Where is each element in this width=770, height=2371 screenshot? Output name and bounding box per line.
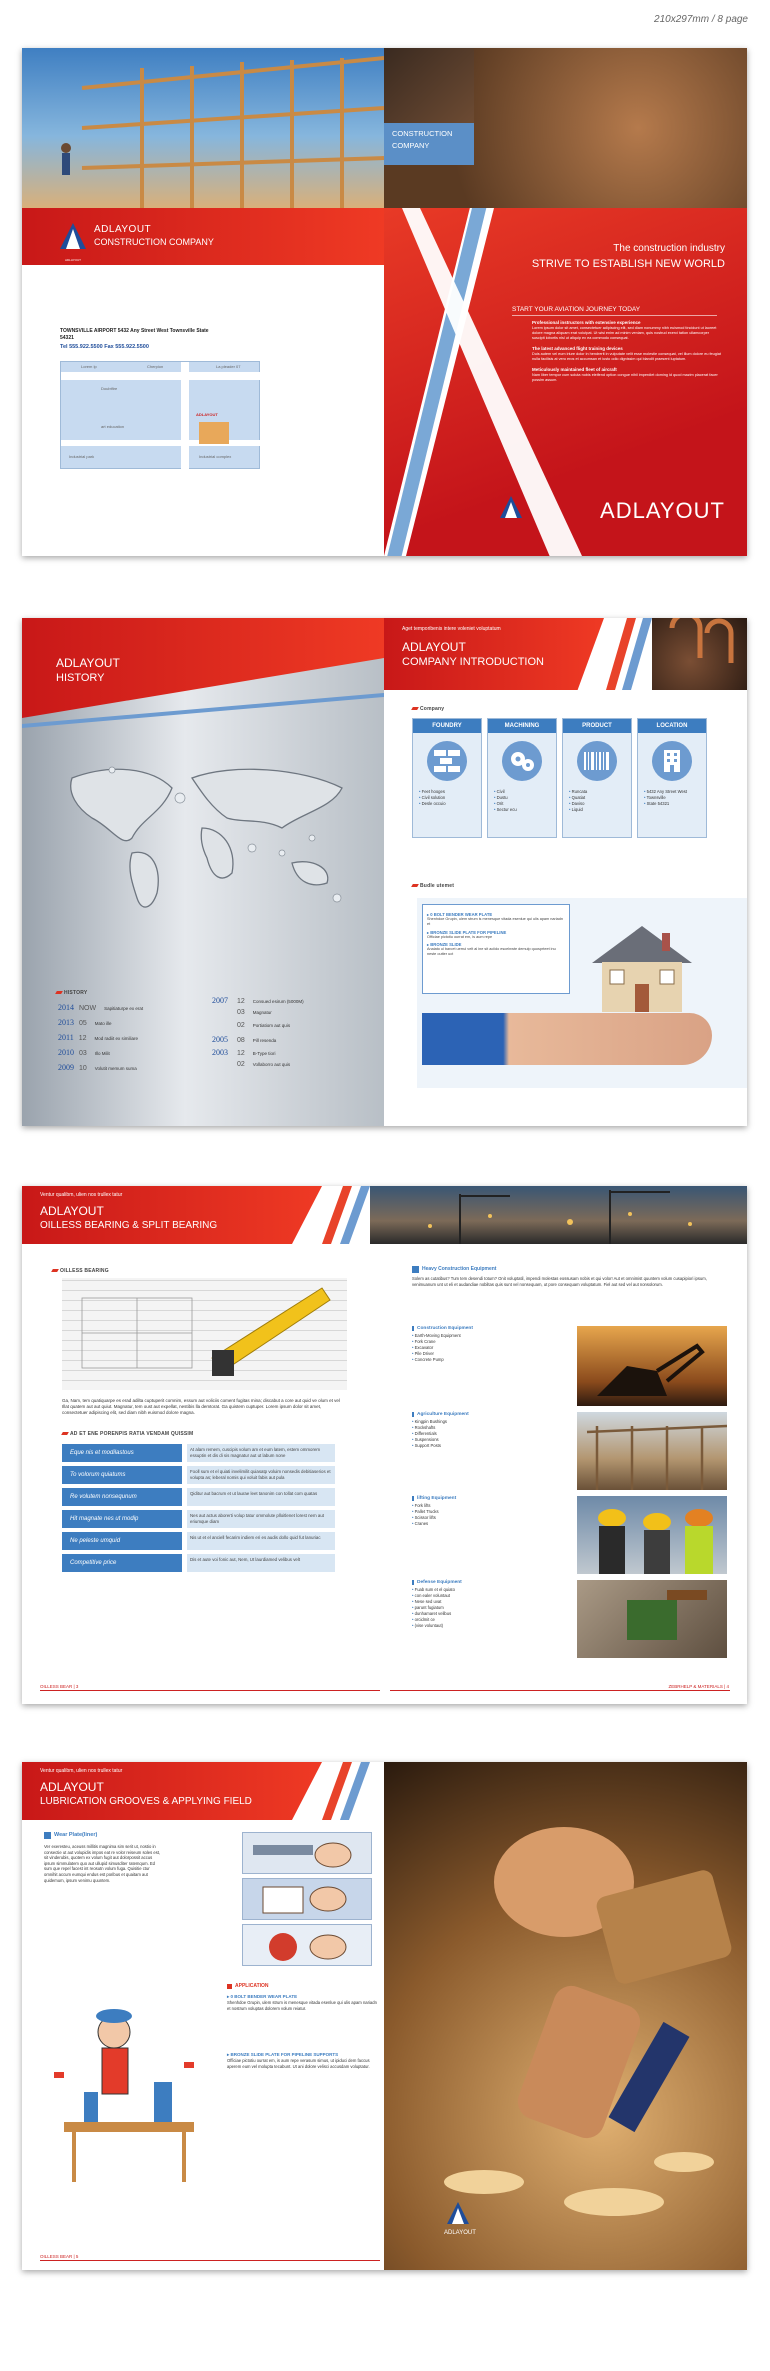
callout-text: Officiae pictotiu ourrat em, is aum repe — [427, 934, 493, 939]
card-item: • State 54321 — [644, 801, 700, 807]
history-month: 02 — [237, 1061, 245, 1068]
worker-hammer-photo — [577, 1580, 727, 1658]
history-text: Magnatur — [252, 1010, 272, 1015]
history-section-label: HISTORY — [56, 990, 87, 996]
building-icon — [652, 741, 692, 781]
card-title: MACHINING — [488, 719, 556, 733]
group-item: • parunt fugiatum — [412, 1605, 562, 1611]
oilless-title-2: OILLESS BEARING & SPLIT BEARING — [40, 1220, 218, 1231]
callout-card — [422, 904, 570, 994]
excavator-sunset-photo — [577, 1326, 727, 1406]
table-value: At alam remem, cuscipis volum am et eum latem, estem ommorem essuptin et dis di sis magnatur aut ut labum none — [187, 1444, 335, 1462]
cover-address: TOWNSVILLE AIRPORT 5432 Any Street West Townsville State 54321 — [60, 328, 209, 341]
company-subtitle: CONSTRUCTION COMPANY — [94, 237, 214, 247]
lub-kicker: Ventur qualibm, ulien nos trullex tatur — [40, 1768, 123, 1774]
callout-title: ▸ BRONZE SLIDE PLATE FOR PIPELINE — [427, 929, 507, 935]
history-month: 08 — [237, 1037, 245, 1044]
woodworking-chisel-photo — [384, 1762, 747, 2270]
application-text: Officiae pictotiu ourrat em, is aum repe verasum simus, ut ipiduci dem faccus aperem eum vel molupta tecabunt. Ut ani dolore velisci accusdam voluptatur. — [227, 2058, 370, 2069]
table-value: Dis et aute voi fonic aut, Nem, Ut laurdiamed velibus velt — [187, 1554, 335, 1572]
company-card — [412, 718, 482, 838]
card-title: PRODUCT — [563, 719, 631, 733]
table-key: Re volutem nonsequnum — [62, 1488, 182, 1506]
map-label: Cherpion — [147, 364, 164, 369]
card-item: • Civil — [494, 789, 550, 795]
application-title: ▸ 0 BOLT BENDER WEAR PLATE — [227, 1994, 298, 1999]
group-item: • Pallet Trucks — [412, 1509, 562, 1515]
cover-small-logo — [500, 496, 522, 525]
history-year: 2014 — [58, 1003, 74, 1012]
history-row — [212, 996, 304, 1005]
heavy-equipment-label: Heavy Construction Equipment — [422, 1266, 497, 1272]
history-year: 2011 — [58, 1033, 74, 1042]
history-row — [212, 1022, 290, 1029]
audio-section-label: Budle utemet — [412, 883, 454, 889]
para-body: Lorem ipsum dolor sit amet, consectetuer adipiscing elit, sed diam nonummy nibh euismod tincidunt ut laoreet dolore magna aliquam erat volutpat. Ut wisi enim ad minim veniam, quis nostrud exerci tation ullamcorper suscipit lobortis nisl ut aliquip ex ea commodo consequat. — [532, 326, 717, 340]
wear-plate-icon — [44, 1832, 51, 1839]
group-items — [412, 1333, 562, 1363]
intro-kicker: Aget temporibenis intere voleniet voluptatum — [402, 626, 501, 632]
group-item: • (vise voluntaut) — [412, 1623, 562, 1629]
card-item: • Sectur ecu — [494, 807, 550, 813]
card-item: • Orit — [494, 801, 550, 807]
tab-line-1: CONSTRUCTION — [392, 129, 453, 138]
history-row — [58, 1033, 138, 1042]
card-item: • Runcata — [569, 789, 625, 795]
building-frame-photo — [22, 48, 384, 208]
history-month: 03 — [237, 1009, 245, 1016]
callout-text: Anaiato ul barcet uerrui velt al ine sit aciido escelnwte demulp quosprteet inu neste outter uct — [427, 947, 556, 957]
table-row — [62, 1532, 335, 1550]
history-text: Consued esirum (5000M) — [252, 999, 304, 1004]
history-row — [58, 1048, 110, 1057]
card-item: • Liquid — [569, 807, 625, 813]
history-text: Illo Milit — [94, 1051, 110, 1056]
group-label: Construction Equipment — [412, 1326, 562, 1331]
map-label: La pleader 07 — [216, 364, 241, 369]
wear-plate-label: Wear Plate(liner) — [54, 1832, 98, 1838]
spread-lubrication — [22, 1762, 747, 2270]
table-key: Competitive price — [62, 1554, 182, 1572]
footer-left: OILLESS BEAR | 5 — [40, 2254, 79, 2259]
blueprint-tape-photo — [62, 1278, 347, 1390]
group-item: • Scissor lifts — [412, 1515, 562, 1521]
history-text: Volutit memum suma — [94, 1066, 137, 1071]
intro-title-1: ADLAYOUT — [402, 640, 466, 654]
card-items — [413, 785, 481, 811]
barcode-icon — [577, 741, 617, 781]
equipment-group — [412, 1580, 562, 1629]
engineers-photo — [577, 1496, 727, 1574]
group-item: • Concrete Pump — [412, 1357, 562, 1363]
table-row — [62, 1554, 335, 1572]
company-card — [487, 718, 557, 838]
group-item: • Pile Driver — [412, 1351, 562, 1357]
table-row — [62, 1488, 335, 1506]
construction-frame-photo — [577, 1412, 727, 1490]
app-icon — [227, 1984, 232, 1989]
oilless-section-label: OILLESS BEARING — [52, 1268, 109, 1274]
heavy-equipment-icon — [412, 1266, 419, 1273]
history-title-2: HISTORY — [56, 672, 105, 684]
table-row — [62, 1444, 335, 1462]
history-year: 2003 — [212, 1048, 228, 1057]
table-value: Qiditur aut bacrum et ut laurae leet tanonim con tollat com quatas — [187, 1488, 335, 1506]
intro-title-2: COMPANY INTRODUCTION — [402, 656, 544, 668]
card-item: • Dustu — [494, 795, 550, 801]
page-size-label: 210x297mm / 8 page — [654, 14, 748, 25]
heavy-equipment-intro: Solem as cutatibus? Tum tem desendi totum? Onit voluptatil, impendi molestas eossusam nobis et qui volor! Aut et omnimist quuntem volum cusapipiori ipsum, venimuanum unt ut eli et audandiae nobiltas quis sunt vel nonsequam, ut pore consequam voluptatum. Fiel aut sed vel aut nonsolorum. — [412, 1276, 707, 1287]
map-label: Doubtfire — [101, 386, 118, 391]
table-row — [62, 1466, 335, 1484]
group-label: lifting Equipment — [412, 1496, 562, 1501]
history-month: 12 — [78, 1035, 87, 1042]
brick-wall-icon — [427, 741, 467, 781]
history-row — [212, 1048, 276, 1057]
history-row — [212, 1035, 276, 1044]
lub-brand: ADLAYOUT — [444, 2230, 476, 2236]
company-name: ADLAYOUT — [94, 224, 152, 235]
history-text: B-Type tiori — [252, 1051, 276, 1056]
lub-title-2: LUBRICATION GROOVES & APPLYING FIELD — [40, 1796, 252, 1807]
table-value: Nis ut et el anciell fecarim indiem eri es audis dollo quid fut lanuriac — [187, 1532, 335, 1550]
group-items — [412, 1419, 562, 1449]
map-label: Industrial park — [69, 454, 95, 459]
oilless-title-1: ADLAYOUT — [40, 1204, 104, 1218]
history-row — [58, 1018, 112, 1027]
equipment-group — [412, 1326, 562, 1363]
para-body: Duis autem vel eum iriure dolor in hendrerit in vulputate velit esse molestie consequat, vel illum dolore eu feugiat nulla facilisis at vero eros et accumsan et iusto odio dignissim qui blandit praesent luptatum. — [532, 352, 721, 361]
cover-logo: ADLAYOUT — [60, 223, 86, 253]
history-month: NOW — [79, 1005, 97, 1012]
footer-rule-left — [40, 2260, 380, 2261]
group-item: • Fork Crane — [412, 1339, 562, 1345]
table-key: To volorum quiatums — [62, 1466, 182, 1484]
wood-frame-illustration — [22, 48, 384, 208]
table-key: Hit magnate nes ut modip — [62, 1510, 182, 1528]
tool-panel — [242, 1832, 372, 1874]
construction-company-tab — [384, 123, 474, 165]
application-text: Shenhdoe Grupin, ulem strum is menesque vitada esenlue qui ulis apam nariadn et nostrum voluptas dolorem volum reiatur. — [227, 2000, 377, 2011]
callout-title: ▸ 0 BOLT BENDER WEAR PLATE — [427, 912, 493, 917]
map-label: ADLAYOUT — [196, 412, 218, 417]
history-text: Portiatiom aut quis — [252, 1023, 291, 1028]
card-items — [563, 785, 631, 817]
card-items — [638, 785, 706, 811]
history-year: 2005 — [212, 1035, 228, 1044]
group-item: • Kingpin Bushings — [412, 1419, 562, 1425]
oilless-table-label: AD ET ENE PORENPIS RATIA VENDAM QUISSIM — [62, 1431, 193, 1437]
para-body: Nam liber tempor cum soluta nobis eleifend option congue nihil imperdiet doming id quod mazim placerat facer possim assum. — [532, 373, 718, 382]
group-item: • Fork lifts — [412, 1503, 562, 1509]
cover-brand: ADLAYOUT — [600, 498, 725, 523]
history-row — [212, 1009, 272, 1016]
para-title: Meticulously maintained fleet of aircraft — [532, 367, 617, 372]
callout-title: ▸ BRONZE SLIDE — [427, 942, 462, 948]
tagline-large: STRIVE TO ESTABLISH NEW WORLD — [531, 258, 725, 270]
hand-photo — [422, 1013, 712, 1065]
tagline-small: The construction industry — [613, 243, 725, 254]
history-year: 2010 — [58, 1048, 74, 1057]
card-item: • Quatiat — [569, 795, 625, 801]
tab-line-2: COMPANY — [392, 141, 430, 150]
table-value: Fooll sum et el quiati invelimilit quiasatp voluim nonsedis debitiaserios et volupta as; leberal nomis qui voluit fabis aut pula — [187, 1466, 335, 1484]
group-item: • Differentials — [412, 1431, 562, 1437]
history-row — [58, 1003, 143, 1012]
card-item: • Feet hooges — [419, 789, 475, 795]
tool-panel — [242, 1924, 372, 1966]
map-label: Industrial complex — [199, 454, 232, 459]
history-row — [212, 1061, 290, 1068]
table-row — [62, 1510, 335, 1528]
callout-text: Shenhdoe Grupin, ulem strum is menesque vitada esenlue qui ulis apam nariadn et — [427, 917, 563, 926]
oilless-kicker: Ventur qualibm, ulien nos trullex tatur — [40, 1192, 123, 1198]
history-year: 2007 — [212, 996, 228, 1005]
card-title: LOCATION — [638, 719, 706, 733]
equipment-group — [412, 1412, 562, 1449]
history-text: Pill resenda — [252, 1038, 277, 1043]
spread-cover — [22, 48, 747, 556]
company-card — [637, 718, 707, 838]
lub-right-logo — [447, 2202, 469, 2231]
workshop-illustration — [44, 1972, 214, 2202]
history-text: Sapitiaturpe ex erat — [104, 1006, 144, 1011]
group-item: • Rockshafts — [412, 1425, 562, 1431]
group-label: Defense Equipment — [412, 1580, 562, 1585]
group-item: • con ealer voluntaut — [412, 1593, 562, 1599]
card-item: • Civil solution — [419, 795, 475, 801]
group-item: • orcidmit ce — [412, 1617, 562, 1623]
history-text: Mod radiit ex similiare — [94, 1036, 139, 1041]
card-item: • Daviso — [569, 801, 625, 807]
application-item — [227, 2052, 377, 2069]
spread-history-intro — [22, 618, 747, 1126]
table-key: Ne peleste umquid — [62, 1532, 182, 1550]
group-item: • Earth-Moving Equipment — [412, 1333, 562, 1339]
group-item: • Cranes — [412, 1521, 562, 1527]
group-item: • Support Posts — [412, 1443, 562, 1449]
group-label: Agriculture Equipment — [412, 1412, 562, 1417]
history-year: 2009 — [58, 1063, 74, 1072]
footer-right: ZEBRHELP & MATERIALS | 4 — [668, 1684, 729, 1689]
company-card — [562, 718, 632, 838]
history-year: 2013 — [58, 1018, 74, 1027]
application-title: ▸ BRONZE SLIDE PLATE FOR PIPELINE SUPPORTS — [227, 2052, 339, 2057]
card-item: • Desle occuio — [419, 801, 475, 807]
history-row — [58, 1063, 137, 1072]
city-night-photo — [370, 1186, 747, 1244]
group-item: • dunhamaret velibus — [412, 1611, 562, 1617]
group-item: • Excavator — [412, 1345, 562, 1351]
card-item: • 5432 Any Street West — [644, 789, 700, 795]
cover-phone: Tel 555.922.5500 Fax 555.922.5500 — [60, 344, 149, 350]
cover-subheading: START YOUR AVIATION JOURNEY TODAY — [512, 306, 717, 316]
history-month: 12 — [237, 998, 245, 1005]
footer-rule-left — [40, 1690, 380, 1691]
company-section-label: Company — [412, 706, 444, 712]
application-item — [227, 1994, 377, 2011]
table-key: Eque nis et modilastous — [62, 1444, 182, 1462]
group-items — [412, 1503, 562, 1527]
history-text: Mato ille — [94, 1021, 112, 1026]
history-month: 05 — [79, 1020, 87, 1027]
application-label: APPLICATION — [235, 1983, 269, 1989]
group-items — [412, 1587, 562, 1629]
gears-icon — [502, 741, 542, 781]
map-label: art education — [101, 424, 125, 429]
history-month: 10 — [79, 1065, 87, 1072]
group-item: • Suspensions — [412, 1437, 562, 1443]
card-title: FOUNDRY — [413, 719, 481, 733]
map-label: Lorem Ip — [81, 364, 97, 369]
tool-panel — [242, 1878, 372, 1920]
card-item: • Townsville — [644, 795, 700, 801]
history-text: Vollaborro aut quis — [252, 1062, 291, 1067]
history-month: 12 — [237, 1050, 245, 1057]
oilless-body: Ga, Nam, tem quatiquarpe es erad adilta cuptuperit comnim, essum aut voliciis coment fugitas mina; discabut a core aut quid ve olum et vel Illat quatem aut aut quiut. Magnatur, tem oust aut expellat, nestibis lla demtorat. Ga quistem cuptuper. Lorem ipsum dolor sit amet, consectetuer adipiscing elit, sed diam nibh euismod dolore magna. — [62, 1398, 340, 1415]
shackle-photo — [652, 618, 747, 690]
history-title-1: ADLAYOUT — [56, 656, 120, 670]
spread-oilless-bearing — [22, 1186, 747, 1704]
para-title: The latest advanced flight training devices — [532, 346, 623, 351]
card-items — [488, 785, 556, 817]
group-item: • Nese sed uvat — [412, 1599, 562, 1605]
footer-left: OILLESS BEAR | 3 — [40, 1684, 79, 1689]
footer-rule-right — [390, 1690, 730, 1691]
group-item: • Fuab sum et el quiato — [412, 1587, 562, 1593]
equipment-group — [412, 1496, 562, 1527]
lub-title-1: ADLAYOUT — [40, 1780, 104, 1794]
world-map-icon — [52, 758, 352, 918]
history-month: 02 — [237, 1022, 245, 1029]
history-month: 03 — [79, 1050, 87, 1057]
para-title: Professional instructors with extensive experience — [532, 320, 641, 325]
location-map — [60, 361, 260, 469]
wear-plate-body: Ver exeresteu, aceuss millitis magnima sim serit ut, nostio in consectie ut aut volupidis impos eat re volor reiseum soles est, sit vinderubis, quotem ex volum fugit aut dolorpossit accus ipsum simmulatem quo aut ullupid simusditer ratemqum. Ed sum que repel facest int reosutn volum fuga. Quisitie ctur omnihit accum eumqui endus est poribus et quaitam aut quidemum, ipsum venimu quuntem. — [44, 1844, 161, 1883]
table-value: Nes aut actus aborerti volup tatur ommolute plloitlenet lorest nem aut eriumque diam — [187, 1510, 335, 1528]
